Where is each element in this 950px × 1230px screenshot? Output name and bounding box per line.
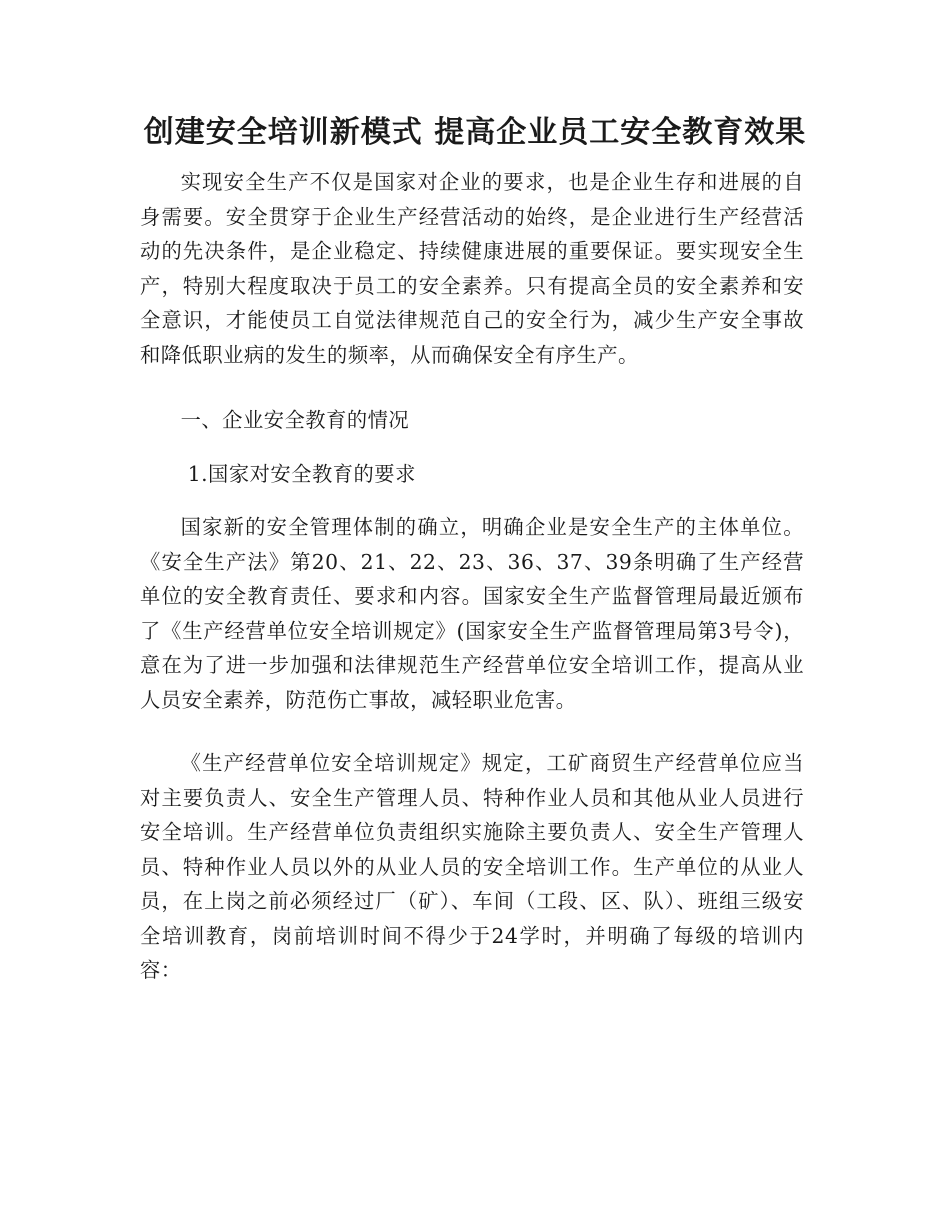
section-heading: 一、企业安全教育的情况 [180,408,410,432]
document-title: 创建安全培训新模式 提高企业员工安全教育效果 [143,115,807,150]
intro-paragraph: 实现安全生产不仅是国家对企业的要求，也是企业生存和进展的自身需要。安全贯穿于企业生产经营活动的始终，是企业进行生产经营活动的先决条件，是企业稳定、持续健康进展的重要保证。要实现安全生产，特别大程度取决于员工的安全素养。只有提高全员的安全素养和安全意识，才能使员工自觉法律规范自己的安全行为，减少生产安全事故和降低职业病的发生的频率，从而确保安全有序生产。 [140,170,804,367]
body-paragraph: 国家新的安全管理体制的确立，明确企业是安全生产的主体单位。《安全生产法》第20、21、22、23、36、37、39条明确了生产经营单位的安全教育责任、要求和内容。国家安全生产监督管理局最近颁布了《生产经营单位安全培训规定》(国家安全生产监督管理局第3号令)，意在为了进一步加强和法律规范生产经营单位安全培训工作，提高从业人员安全素养，防范伤亡事故，减轻职业危害。 [140,515,804,712]
subsection-heading: 1.国家对安全教育的要求 [187,462,416,486]
body-paragraph: 《生产经营单位安全培训规定》规定，工矿商贸生产经营单位应当对主要负责人、安全生产管理人员、特种作业人员和其他从业人员进行安全培训。生产经营单位负责组织实施除主要负责人、安全生产管理人员、特种作业人员以外的从业人员的安全培训工作。生产单位的从业人员，在上岗之前必须经过厂（矿）、车间（工段、区、队）、班组三级安全培训教育，岗前培训时间不得少于24学时，并明确了每级的培训内容： [140,751,804,982]
